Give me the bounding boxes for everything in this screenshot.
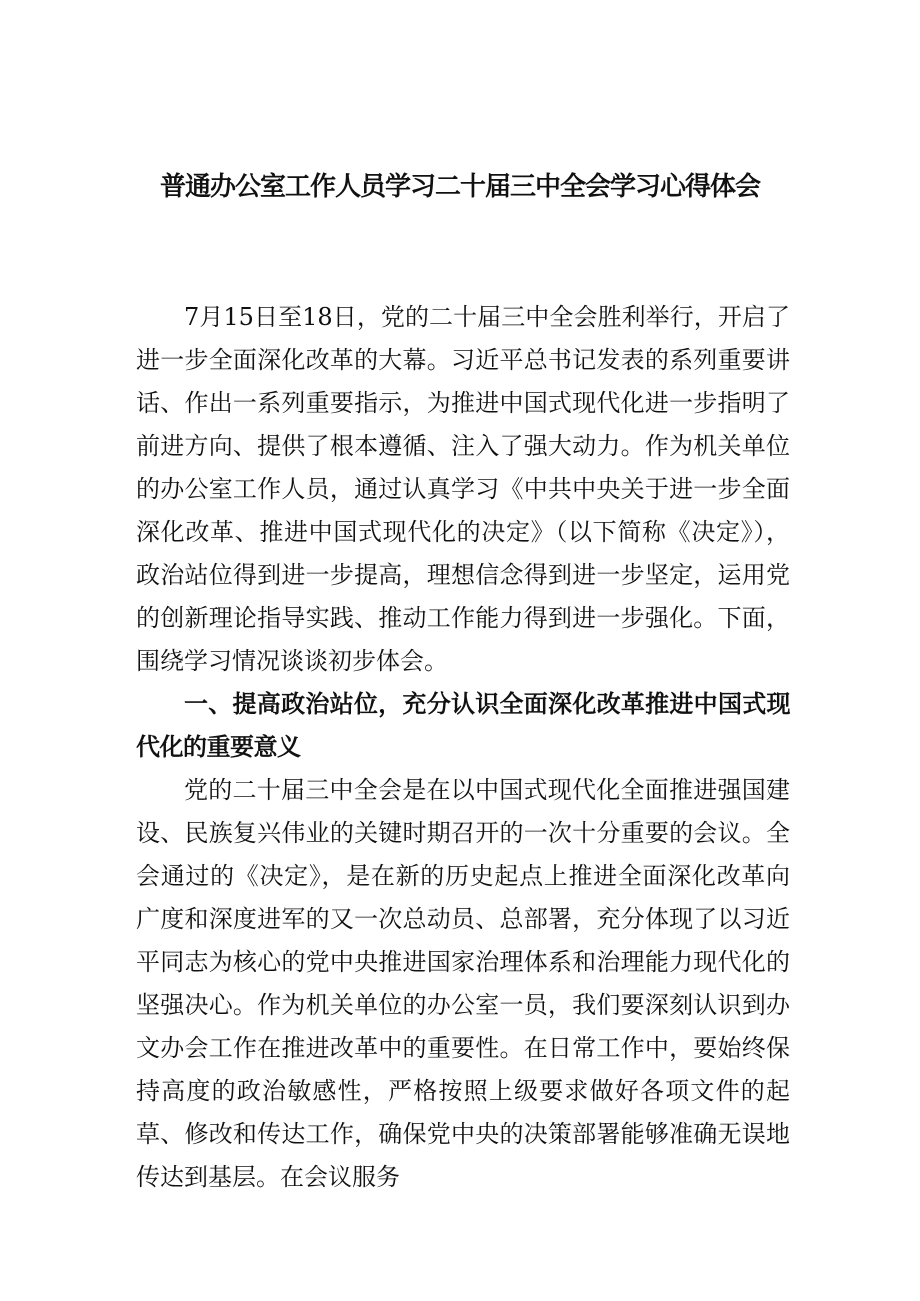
document-title: 普通办公室工作人员学习二十届三中全会学习心得体会 bbox=[159, 172, 760, 202]
document-body bbox=[136, 296, 790, 1199]
paragraph-intro: 7月15日至18日，党的二十届三中全会胜利举行，开启了进一步全面深化改革的大幕。习近平总书记发表的系列重要讲话、作出一系列重要指示，为推进中国式现代化进一步指明了前进方向、提供了根本遵循、注入了强大动力。作为机关单位的办公室工作人员，通过认真学习《中共中央关于进一步全面深化改革、推进中国式现代化的决定》（以下简称《决定》），政治站位得到进一步提高，理想信念得到进一步坚定，运用党的创新理论指导实践、推动工作能力得到进一步强化。下面，围绕学习情况谈谈初步体会。 bbox=[136, 303, 790, 675]
paragraph-section-1: 党的二十届三中全会是在以中国式现代化全面推进强国建设、民族复兴伟业的关键时期召开的一次十分重要的会议。全会通过的《决定》，是在新的历史起点上推进全面深化改革向广度和深度进军的又一次总动员、总部署，充分体现了以习近平同志为核心的党中央推进国家治理体系和治理能力现代化的坚强决心。作为机关单位的办公室一员，我们要深刻认识到办文办会工作在推进改革中的重要性。在日常工作中，要始终保持高度的政治敏感性，严格按照上级要求做好各项文件的起草、修改和传达工作，确保党中央的决策部署能够准确无误地传达到基层。在会议服务 bbox=[136, 776, 790, 1191]
section-heading-1: 一、提高政治站位，充分认识全面深化改革推进中国式现代化的重要意义 bbox=[136, 690, 790, 761]
